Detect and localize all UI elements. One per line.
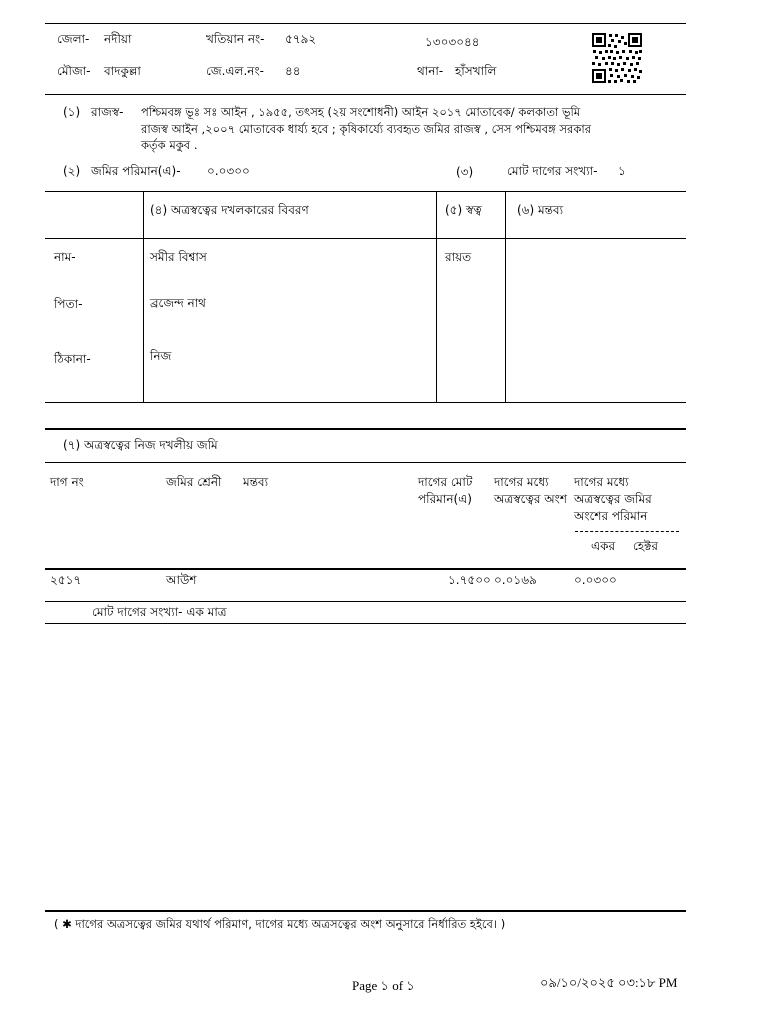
section7-rows-top (45, 568, 686, 570)
col-remark-header: মন্তব্য (243, 475, 269, 489)
owner-table-divider-3 (505, 191, 506, 402)
owner-table-divider-2 (436, 191, 437, 402)
col-land-header-1: দাগের মধ্যে (574, 475, 629, 489)
row-land-acre: ০.০৩০০ (574, 573, 617, 587)
khatian-value: ৫৭৯২ (285, 32, 317, 46)
header-bottom-border (45, 94, 686, 95)
section7-header: (৭) অত্রস্বত্বের নিজ দখলীয় জমি (63, 438, 218, 452)
owner-col5-header: (৫) স্বত্ব (445, 203, 482, 217)
section1-line3: কর্তৃক মকুব . (141, 138, 198, 152)
col-share-header-1: দাগের মধ্যে (494, 475, 549, 489)
qr-code-icon (591, 32, 643, 84)
row-dag: ২৫১৭ (50, 573, 82, 587)
top-border (45, 23, 686, 24)
khatian-label: খতিয়ান নং- (206, 32, 265, 46)
col-dag-header: দাগ নং (50, 475, 84, 489)
mouza-label: মৌজা- (57, 64, 91, 78)
col-share-header-2: অত্রস্বত্বের অংশ (494, 492, 567, 506)
district-value: নদীয়া (104, 32, 132, 46)
unit-acre: একর (591, 539, 616, 553)
mouza-value: বাদকুল্লা (104, 64, 141, 78)
code-value: ১৩০৩০৪৪ (425, 35, 480, 49)
name-value: সমীর বিশ্বাস (150, 250, 207, 264)
owner-table-divider-1 (143, 191, 144, 402)
section7-header-bottom (45, 462, 686, 463)
col-land-header-2: অত্রস্বত্বের জমির (574, 492, 652, 506)
owner-table-top (45, 191, 686, 192)
row-class: আউশ (166, 573, 197, 587)
page-number: Page ১ of ১ (352, 978, 415, 993)
owner-col4-header: (৪) অত্রস্বত্বের দখলকারের বিবরণ (150, 203, 309, 217)
father-value: ব্রজেন্দ নাথ (150, 296, 206, 310)
section1-label: রাজস্ব- (91, 105, 124, 119)
unit-divider (575, 531, 679, 532)
section7-row-bottom (45, 601, 686, 602)
address-value: নিজ (150, 349, 172, 363)
print-timestamp: ০৯/১০/২০২৫ ০৩:১৮ PM (540, 975, 678, 990)
section3-value: ১ (618, 164, 626, 178)
jl-label: জে.এল.নং- (206, 64, 264, 78)
section3-number: (৩) (456, 165, 474, 179)
jl-value: ৪৪ (285, 64, 301, 78)
row-total-area: ১.৭৫০০ (448, 573, 491, 587)
right-value: রায়ত (445, 250, 472, 264)
thana-value: হাঁসখালি (455, 64, 497, 78)
col-land-header-3: অংশের পরিমান (574, 509, 648, 523)
row-share: ০.০১৬৯ (494, 573, 537, 587)
footnote-top (45, 910, 686, 912)
section2-number: (২) (63, 164, 81, 178)
col-class-header: জমির শ্রেনী (166, 475, 222, 489)
footnote-text: ( ✱ দাগের অত্রসত্বের জমির যথার্থ পরিমাণ, দাগের মধ্যে অত্রসত্বের অংশ অনুসারে নির্ধারিত হইবে। ) (54, 917, 506, 931)
total-dag-count: মোট দাগের সংখ্যা- এক মাত্র (92, 605, 227, 619)
owner-table-header-bottom (45, 238, 686, 239)
owner-col6-header: (৬) মন্তব্য (517, 203, 564, 217)
section2-value: ০.০৩০০ (207, 164, 250, 178)
unit-hectare: হেক্টর (633, 539, 659, 553)
section7-top (45, 428, 686, 430)
col-total-area-header-1: দাগের মোট (418, 475, 473, 489)
father-label: পিতা- (54, 297, 83, 311)
section1-number: (১) (63, 105, 81, 119)
section2-label: জমির পরিমান(এ)- (91, 164, 181, 178)
section1-line2: রাজস্ব আইন ,২০০৭ মোতাবেক ধার্য্য হবে ; কৃষিকার্য্যে ব্যবহৃত জমির রাজস্ব , সেস পশ্চিমবঙ্গ সরকার (141, 122, 592, 136)
name-label: নাম- (54, 250, 76, 264)
address-label: ঠিকানা- (54, 352, 91, 366)
section3-label: মোট দাগের সংখ্যা- (507, 164, 598, 178)
thana-label: থানা- (417, 64, 444, 78)
district-label: জেলা- (57, 32, 90, 46)
owner-table-bottom (45, 402, 686, 403)
section7-bottom (45, 623, 686, 624)
col-total-area-header-2: পরিমান(এ) (418, 492, 472, 506)
section1-line1: পশ্চিমবঙ্গ ভূঃ সঃ আইন , ১৯৫৫, তৎসহ (২য় সংশোধনী) আইন ২০১৭ মোতাবেক/ কলকাতা ভূমি (141, 105, 581, 119)
